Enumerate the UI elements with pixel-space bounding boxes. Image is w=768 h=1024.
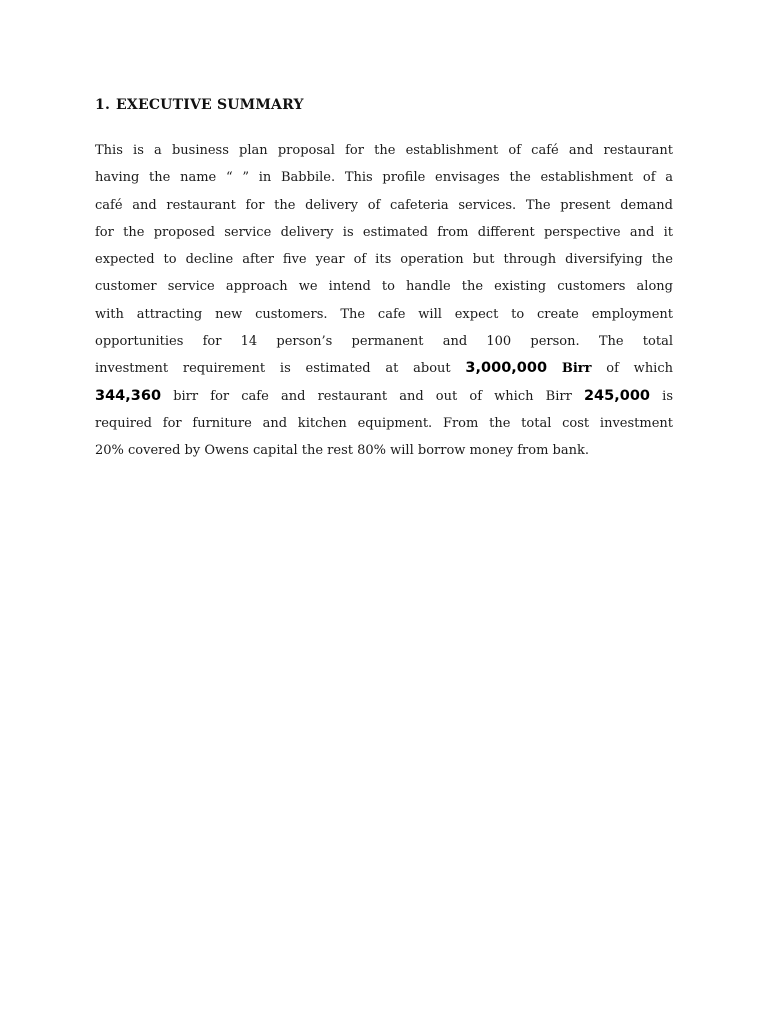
paragraph-line-8: opportunities for 14 person’s permanent and 100 person. The total (95, 334, 673, 350)
section-heading (95, 97, 304, 113)
line-9-end: of which (591, 361, 673, 377)
paragraph-line-5: expected to decline after five year of its operation but through diversifying the (95, 252, 673, 268)
paragraph-line-10 (95, 383, 673, 410)
paragraph-line-4: for the proposed service delivery is estimated from different perspective and it (95, 224, 673, 240)
paragraph-line-12: 20% covered by Owens capital the rest 80% will borrow money from bank. (95, 443, 590, 459)
section-title: EXECUTIVE SUMMARY (116, 97, 304, 113)
paragraph-line-7: with attracting new customers. The cafe will expect to create employment (95, 306, 673, 322)
total-investment-amount: 3,000,000 (465, 360, 548, 377)
equipment-amount: 245,000 (583, 387, 650, 404)
paragraph-line-9 (95, 355, 673, 382)
paragraph-line-2: having the name “ ” in Babbile. This profile envisages the establishment of a (95, 170, 673, 186)
currency-label: Birr (561, 361, 592, 377)
cafe-restaurant-amount: 344,360 (95, 387, 162, 404)
paragraph-line-6: customer service approach we intend to handle the existing customers along (95, 279, 673, 295)
line-10-end: is (650, 388, 673, 404)
paragraph-line-11: required for furniture and kitchen equipment. From the total cost investment (95, 415, 673, 431)
line-10-text: birr for cafe and restaurant and out of which Birr (161, 388, 584, 404)
paragraph-line-1: This is a business plan proposal for the establishment of café and restaurant (95, 143, 673, 158)
paragraph-line-3: café and restaurant for the delivery of cafeteria services. The present demand (95, 197, 673, 213)
executive-summary-paragraph (95, 137, 673, 465)
line-9-text: investment requirement is estimated at about (95, 361, 466, 377)
section-number: 1. (95, 97, 111, 113)
